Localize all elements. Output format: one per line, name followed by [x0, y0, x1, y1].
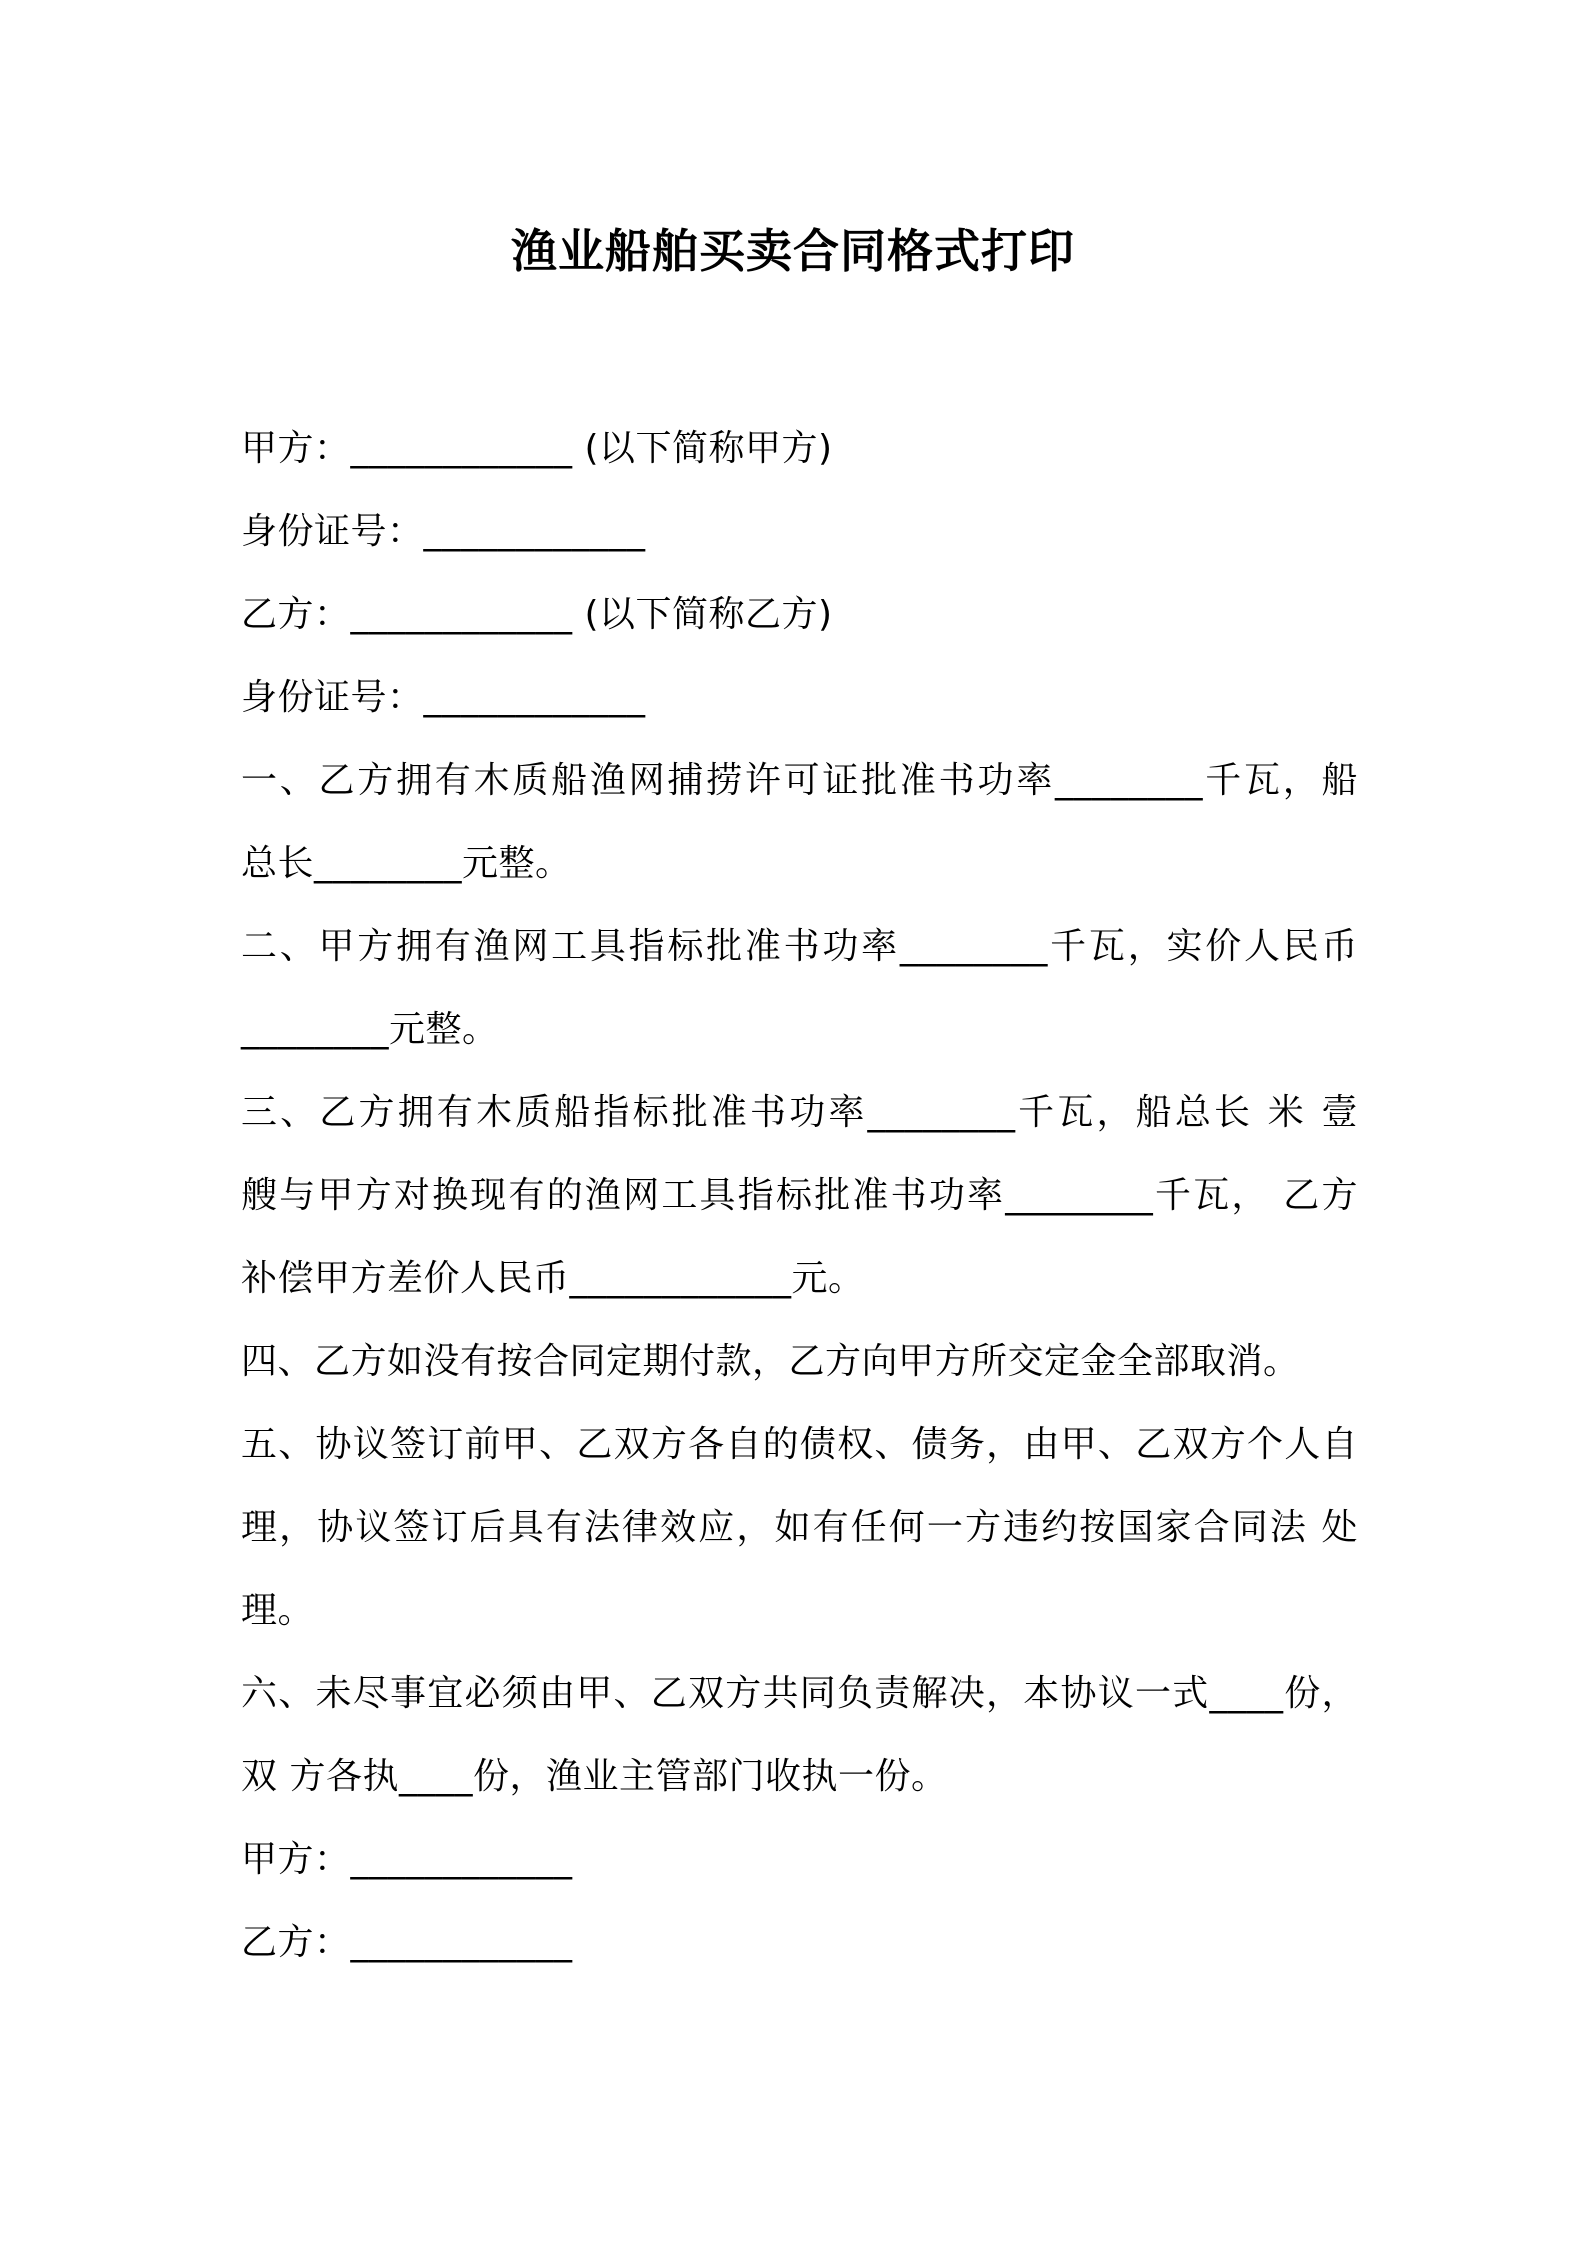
signature-party-a: 甲方：____________: [241, 1839, 573, 1880]
clause-1-line-1: 一、乙方拥有木质船渔网捕捞许可证批准书功率________千瓦，船: [241, 760, 1358, 801]
party-a-id-line: 身份证号：____________: [241, 511, 646, 552]
clause-4-line-1: 四、乙方如没有按合同定期付款，乙方向甲方所交定金全部取消。: [241, 1341, 1300, 1382]
clause-5-line-1: 五、协议签订前甲、乙双方各自的债权、债务，由甲、乙双方个人自: [241, 1424, 1358, 1465]
signature-party-b: 乙方：____________: [241, 1922, 573, 1963]
party-b-line: 乙方：____________ (以下简称乙方): [241, 594, 833, 635]
clause-2-line-2: ________元整。: [241, 1009, 499, 1050]
clause-3-line-3: 补偿甲方差价人民币____________元。: [241, 1258, 865, 1299]
party-b-id-line: 身份证号：____________: [241, 677, 646, 718]
clause-1-line-2: 总长________元整。: [241, 843, 572, 884]
clause-3-line-1: 三、乙方拥有木质船指标批准书功率________千瓦，船总长 米 壹: [241, 1092, 1358, 1133]
document-body: [241, 407, 1358, 1984]
clause-5-line-3: 理。: [241, 1590, 315, 1631]
clause-6-line-1: 六、未尽事宜必须由甲、乙双方共同负责解决，本协议一式____份，: [241, 1673, 1358, 1714]
clause-6-line-2: 双 方各执____份，渔业主管部门收执一份。: [241, 1756, 948, 1797]
clause-2-line-1: 二、甲方拥有渔网工具指标批准书功率________千瓦，实价人民币: [241, 926, 1358, 967]
party-a-line: 甲方：____________ (以下简称甲方): [241, 428, 833, 469]
clause-5-line-2: 理，协议签订后具有法律效应，如有任何一方违约按国家合同法 处: [241, 1507, 1358, 1548]
document-title: 渔业船舶买卖合同格式打印: [511, 224, 1075, 278]
clause-3-line-2: 艘与甲方对换现有的渔网工具指标批准书功率________千瓦， 乙方: [241, 1175, 1358, 1216]
